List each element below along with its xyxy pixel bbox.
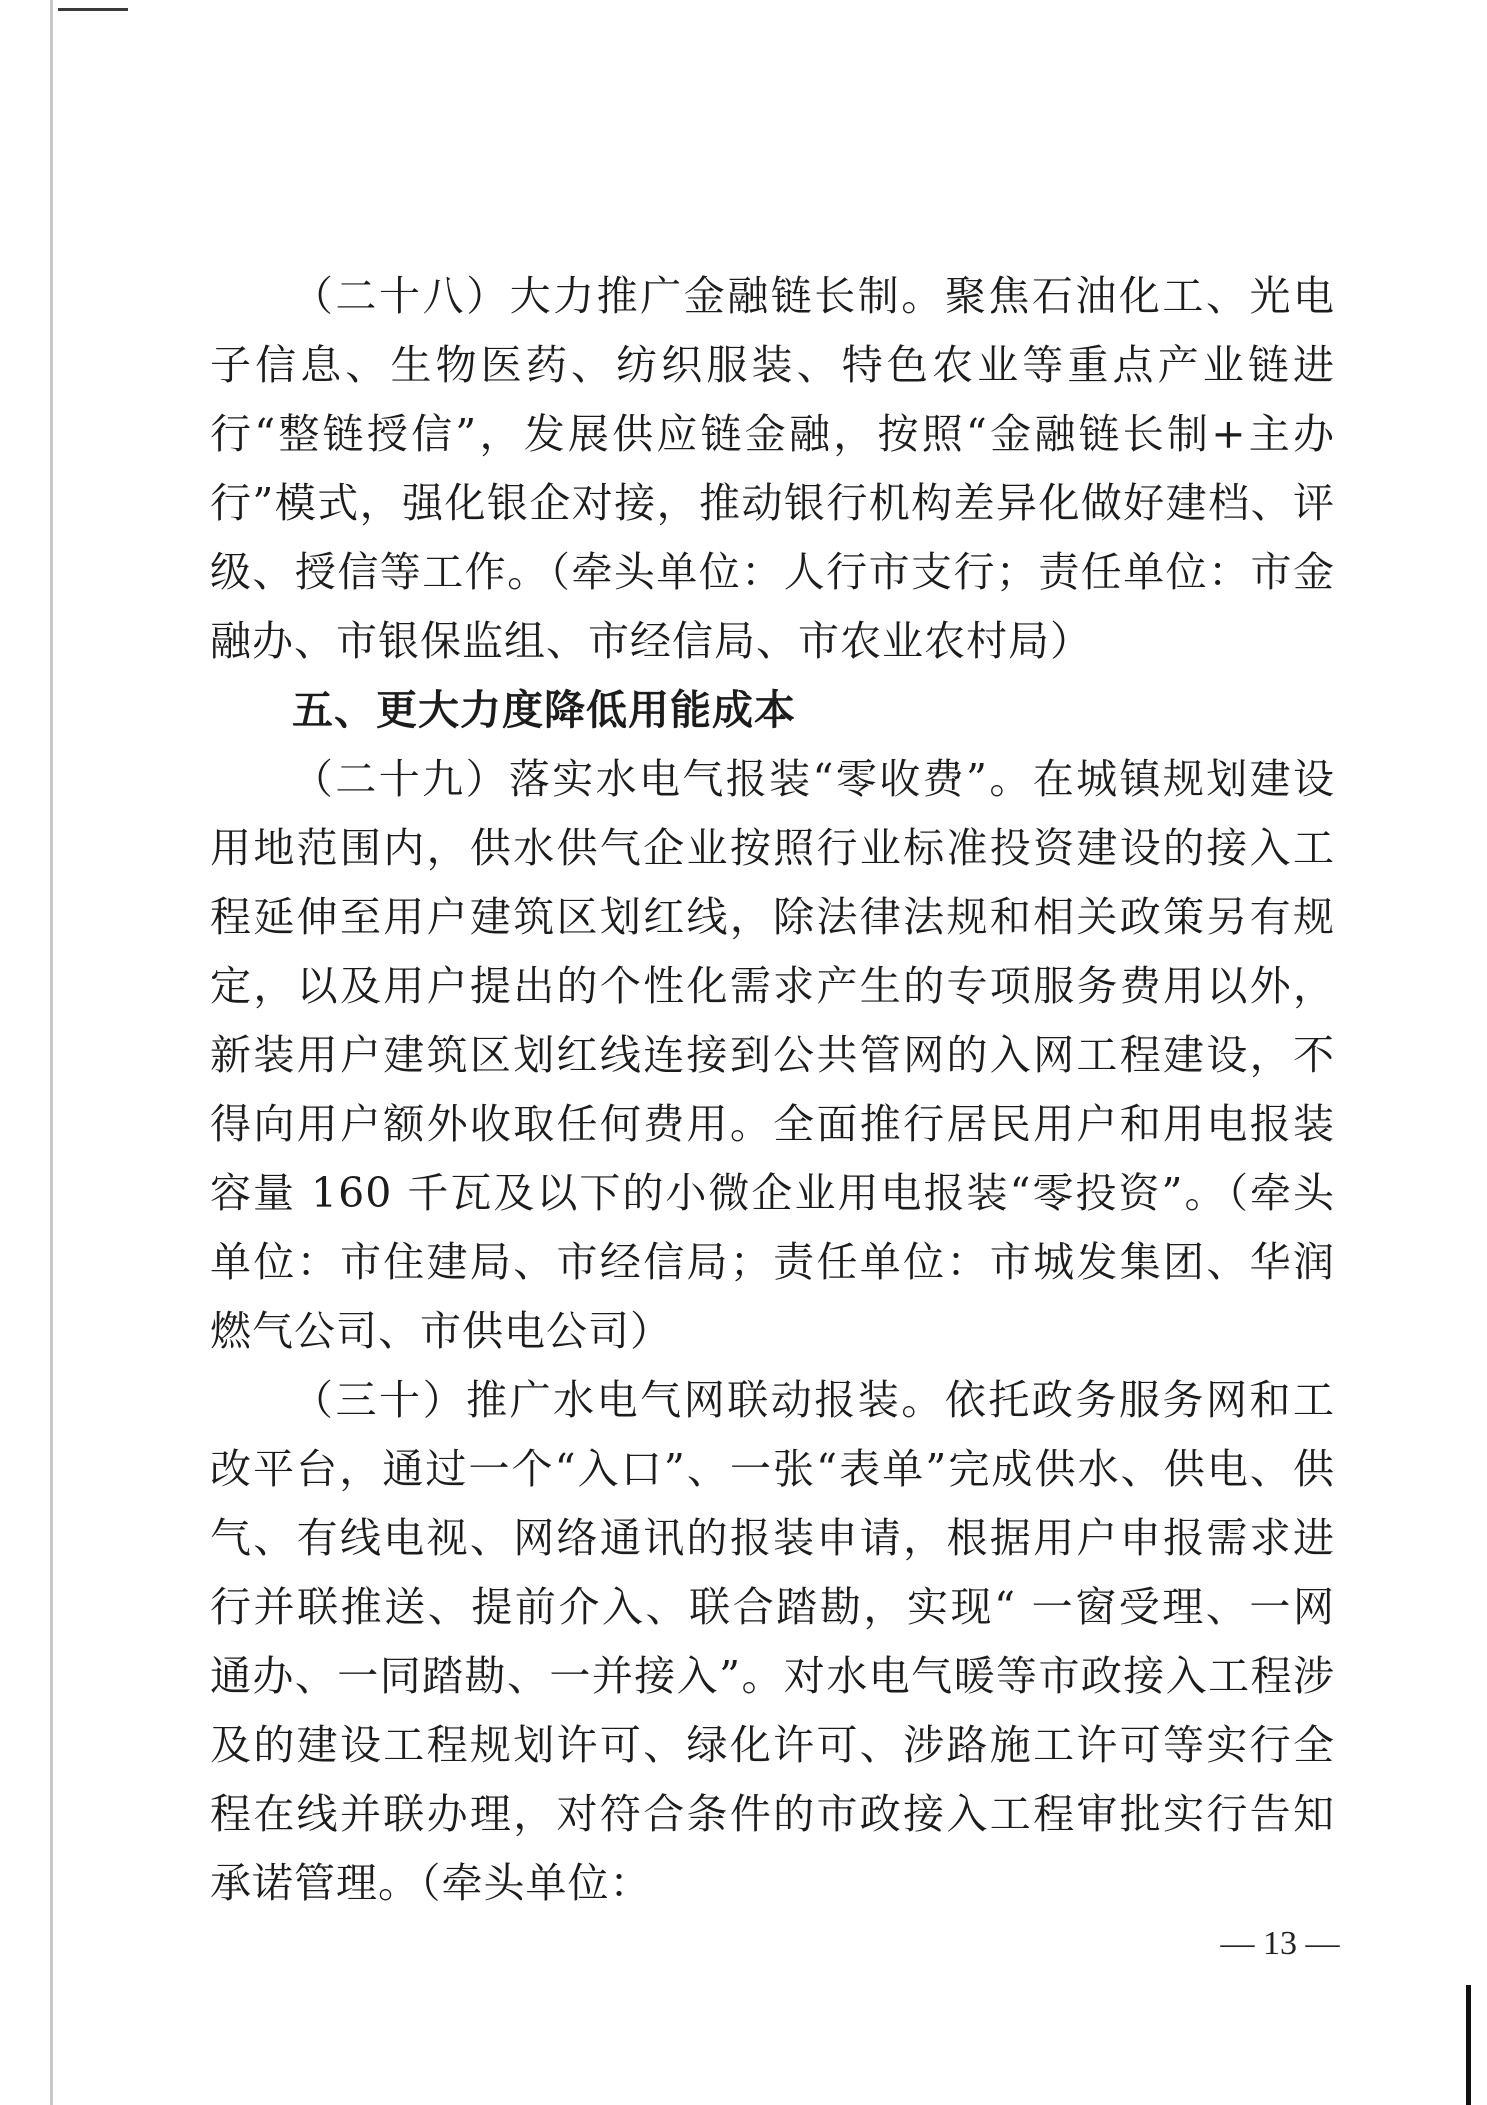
scan-top-edge-mark bbox=[58, 8, 128, 11]
paragraph-28-finance-chain: （二十八）大力推广金融链长制。聚焦石油化工、光电子信息、生物医药、纺织服装、特色农业等重点产业链进行“整链授信”，发展供应链金融，按照“金融链长制+主办行”模式，强化银企对接，推动银行机构差异化做好建档、评级、授信等工作。（牵头单位：人行市支行；责任单位：市金融办、市银保监组、市经信局、市农业农村局） bbox=[210, 272, 1335, 665]
paragraph-29-zero-fee: （二十九）落实水电气报装“零收费”。在城镇规划建设用地范围内，供水供气企业按照行业标准投资建设的接入工程延伸至用户建筑区划红线，除法律法规和相关政策另有规定，以及用户提出的个性化需求产生的专项服务费用以外，新装用户建筑区划红线连接到公共管网的入网工程建设，不得向用户额外收取任何费用。全面推行居民用户和用电报装容量 160 千瓦及以下的小微企业用电报装“零投资”。（牵头单位：市住建局、市经信局；责任单位：市城发集团、华润燃气公司、市供电公司） bbox=[210, 755, 1335, 1355]
scan-right-edge-mark bbox=[1466, 1985, 1471, 2105]
paragraph-30-joint-application: （三十）推广水电气网联动报装。依托政务服务网和工改平台，通过一个“入口”、一张“表单”完成供水、供电、供气、有线电视、网络通讯的报装申请，根据用户申报需求进行并联推送、提前介入、联合踏勘，实现“ 一窗受理、一网通办、一同踏勘、一并接入”。对水电气暖等市政接入工程涉及的建设工程规划许可、绿化许可、涉路施工许可等实行全程在线并联办理，对符合条件的市政接入工程审批实行告知承诺管理。（牵头单位： bbox=[210, 1376, 1335, 1907]
document-body bbox=[210, 262, 1335, 1918]
page-number: — 13 — bbox=[1220, 1925, 1340, 1962]
section-heading-5: 五、更大力度降低用能成本 bbox=[292, 686, 796, 734]
scan-left-edge-shadow bbox=[50, 0, 53, 2105]
